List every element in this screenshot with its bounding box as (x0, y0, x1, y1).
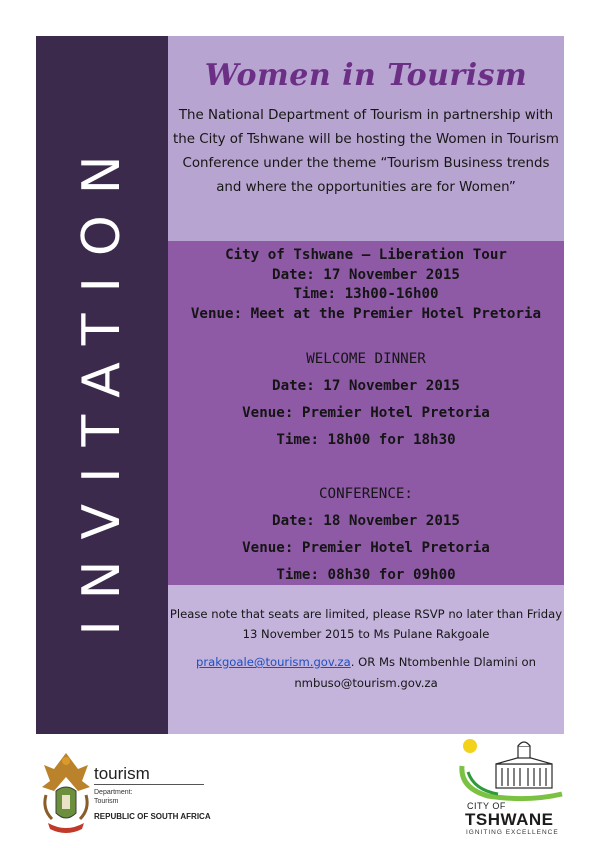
contact-line-1 (168, 652, 564, 673)
tourism-logo-word: tourism (94, 764, 150, 783)
tshwane-logo-name: TSHWANE (465, 810, 554, 829)
coat-of-arms-icon (36, 747, 96, 837)
tourism-logo-divider (94, 784, 204, 785)
intro-line: Conference under the theme “Tourism Business trends (182, 156, 550, 171)
contact-info (168, 652, 564, 694)
tourism-logo-country: REPUBLIC OF SOUTH AFRICA (94, 812, 211, 821)
intro-line: the City of Tshwane will be hosting the Women in Tourism (173, 132, 559, 147)
tourism-logo-department (94, 789, 133, 806)
tour-title: City of Tshwane – Liberation Tour (225, 247, 507, 263)
rsvp-line: 13 November 2015 to Ms Pulane Rakgoale (242, 627, 490, 641)
liberation-tour-details (168, 246, 564, 324)
conference-title: CONFERENCE: (319, 486, 413, 502)
rsvp-line: Please note that seats are limited, please RSVP no later than Friday (169, 607, 563, 621)
tour-venue: Venue: Meet at the Premier Hotel Pretoria (190, 305, 542, 322)
intro-line: The National Department of Tourism in partnership with (178, 108, 554, 123)
tourism-dept-line-2: Tourism (94, 797, 119, 805)
intro-line: and where the opportunities are for Women” (216, 180, 516, 195)
invitation-vertical-title: INVITATION (72, 134, 132, 636)
tour-date: Date: 17 November 2015 (272, 266, 460, 283)
page-title: Women in Tourism (204, 58, 528, 93)
rsvp-note (168, 604, 564, 644)
email-link-prakgoale[interactable]: prakgoale@tourism.gov.za (196, 655, 351, 669)
contact-line-2: nmbuso@tourism.gov.za (294, 676, 438, 690)
dinner-venue: Venue: Premier Hotel Pretoria (242, 405, 490, 421)
tshwane-building-icon (458, 738, 568, 804)
intro-paragraph (172, 104, 560, 200)
conference-time: Time: 08h30 for 09h00 (276, 567, 456, 583)
contact-line-1-rest: . OR Ms Ntombenhle Dlamini on (350, 655, 536, 669)
conference-date: Date: 18 November 2015 (272, 513, 460, 529)
tshwane-logo-city-of: CITY OF (467, 801, 506, 811)
tourism-dept-line-1: Department: (94, 789, 133, 796)
conference-details (168, 481, 564, 589)
conference-venue: Venue: Premier Hotel Pretoria (242, 540, 490, 556)
dinner-time: Time: 18h00 for 18h30 (276, 432, 456, 448)
dinner-date: Date: 17 November 2015 (272, 378, 460, 394)
welcome-dinner-details (168, 346, 564, 454)
dinner-title: WELCOME DINNER (306, 351, 426, 367)
tshwane-logo-tagline: IGNITING EXCELLENCE (466, 829, 559, 836)
tour-time: Time: 13h00-16h00 (293, 286, 439, 302)
